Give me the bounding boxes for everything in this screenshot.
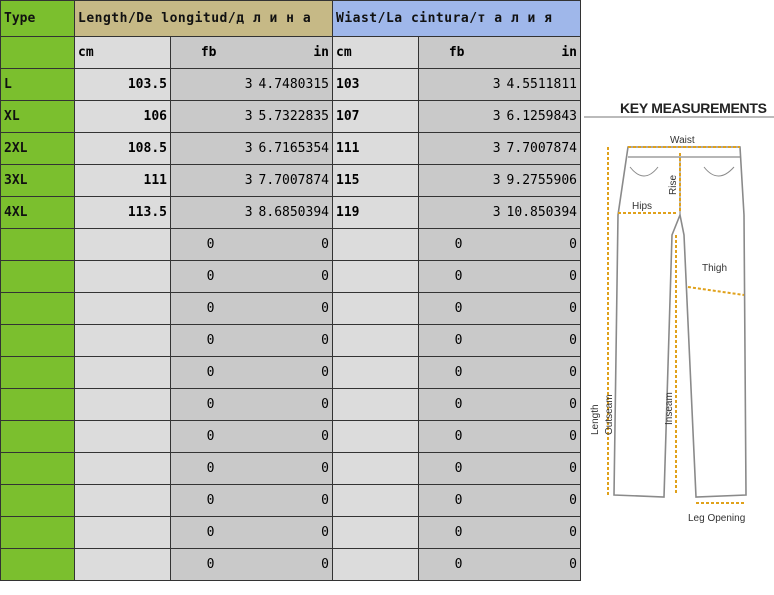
table-row — [1, 389, 581, 421]
waist-fb-value: 3 — [492, 141, 501, 156]
waist-in-value: 0 — [569, 429, 577, 444]
length-cm-cell[interactable]: 108.5 — [75, 133, 171, 165]
length-fb-value: 0 — [206, 461, 215, 476]
waist-in-value: 0 — [569, 493, 577, 508]
data-rows — [1, 69, 581, 229]
length-cm-cell[interactable] — [75, 357, 171, 389]
size-cell[interactable] — [1, 517, 75, 549]
length-cm-cell[interactable] — [75, 485, 171, 517]
waist-fb-in-cell[interactable] — [419, 133, 581, 165]
subheader-row — [1, 37, 581, 69]
waist-in-value: 0 — [569, 525, 577, 540]
length-fb-value: 3 — [244, 109, 253, 124]
waist-cm-cell[interactable] — [333, 421, 419, 453]
waist-fb-in-cell[interactable] — [419, 293, 581, 325]
subheader-type-cell[interactable] — [1, 37, 75, 69]
table-row — [1, 261, 581, 293]
length-fb-in-cell[interactable] — [171, 293, 333, 325]
header-type[interactable]: Type — [1, 1, 75, 37]
waist-in-value: 0 — [569, 461, 577, 476]
waist-in-value: 0 — [569, 557, 577, 572]
length-cm-cell[interactable] — [75, 517, 171, 549]
waist-fb-value: 0 — [454, 333, 463, 348]
table-row — [1, 325, 581, 357]
waist-fb-value: 3 — [492, 109, 501, 124]
waist-cm-cell[interactable] — [333, 549, 419, 581]
subheader-length-fb-in[interactable] — [171, 37, 333, 69]
length-fb-in-cell[interactable] — [171, 325, 333, 357]
length-fb-value: 0 — [206, 557, 215, 572]
length-fb-in-cell[interactable] — [171, 357, 333, 389]
empty-rows — [1, 229, 581, 581]
length-fb-in-cell[interactable] — [171, 421, 333, 453]
length-in-value: 0 — [321, 461, 329, 476]
subheader-waist-fb-in[interactable] — [419, 37, 581, 69]
waist-fb-in-cell[interactable] — [419, 421, 581, 453]
waist-fb-in-cell[interactable] — [419, 485, 581, 517]
thigh-measure-line — [688, 287, 744, 295]
table-row — [1, 549, 581, 581]
waist-cm-cell[interactable]: 107 — [333, 101, 419, 133]
waist-fb-value: 0 — [454, 301, 463, 316]
waist-cm-cell[interactable] — [333, 485, 419, 517]
right-pocket — [704, 167, 734, 176]
waist-in-value: 7.7007874 — [506, 141, 577, 156]
length-cm-cell[interactable] — [75, 421, 171, 453]
subheader-length-fb: fb — [200, 45, 217, 60]
subheader-waist-cm[interactable]: cm — [333, 37, 419, 69]
waist-in-value: 10.850394 — [506, 205, 577, 220]
size-cell[interactable] — [1, 325, 75, 357]
length-fb-value: 0 — [206, 397, 215, 412]
waist-in-value: 0 — [569, 397, 577, 412]
subheader-waist-in: in — [561, 45, 577, 60]
waist-fb-value: 0 — [454, 493, 463, 508]
length-in-value: 8.6850394 — [258, 205, 329, 220]
waist-fb-in-cell[interactable] — [419, 549, 581, 581]
waist-cm-cell[interactable] — [333, 389, 419, 421]
length-fb-in-cell[interactable] — [171, 453, 333, 485]
waist-in-value: 6.1259843 — [506, 109, 577, 124]
waist-fb-value: 0 — [454, 557, 463, 572]
waist-cm-cell[interactable]: 119 — [333, 197, 419, 229]
length-fb-value: 0 — [206, 237, 215, 252]
waist-fb-in-cell[interactable] — [419, 453, 581, 485]
length-cm-cell[interactable] — [75, 389, 171, 421]
length-cm-cell[interactable] — [75, 229, 171, 261]
waist-fb-in-cell[interactable] — [419, 165, 581, 197]
outseam-label: Outseam — [604, 394, 615, 435]
length-fb-value: 0 — [206, 525, 215, 540]
header-row — [1, 1, 581, 37]
size-cell[interactable]: 4XL — [1, 197, 75, 229]
length-in-value: 5.7322835 — [258, 109, 329, 124]
length-fb-in-cell[interactable] — [171, 389, 333, 421]
waist-fb-in-cell[interactable] — [419, 517, 581, 549]
length-in-value: 0 — [321, 333, 329, 348]
waist-in-value: 9.2755906 — [506, 173, 577, 188]
length-in-value: 4.7480315 — [258, 77, 329, 92]
size-cell[interactable] — [1, 549, 75, 581]
waist-fb-value: 3 — [492, 173, 501, 188]
waist-cm-cell[interactable] — [333, 325, 419, 357]
waist-cm-cell[interactable] — [333, 261, 419, 293]
waist-in-value: 4.5511811 — [506, 77, 577, 92]
waist-fb-in-cell[interactable] — [419, 357, 581, 389]
length-fb-value: 0 — [206, 429, 215, 444]
waist-cm-cell[interactable] — [333, 517, 419, 549]
length-cm-cell[interactable] — [75, 261, 171, 293]
length-fb-value: 0 — [206, 365, 215, 380]
table-row — [1, 165, 581, 197]
table-row — [1, 133, 581, 165]
waist-cm-cell[interactable] — [333, 229, 419, 261]
length-fb-in-cell[interactable] — [171, 229, 333, 261]
size-cell[interactable] — [1, 389, 75, 421]
waist-fb-value: 0 — [454, 429, 463, 444]
left-pocket — [630, 167, 658, 176]
waist-fb-value: 3 — [492, 205, 501, 220]
length-fb-value: 0 — [206, 301, 215, 316]
diagram-title: KEY MEASUREMENTS — [620, 100, 767, 116]
length-in-value: 0 — [321, 269, 329, 284]
waist-fb-in-cell[interactable] — [419, 69, 581, 101]
length-in-value: 0 — [321, 397, 329, 412]
waist-fb-value: 3 — [492, 77, 501, 92]
table-row — [1, 293, 581, 325]
length-in-value: 0 — [321, 493, 329, 508]
waist-in-value: 0 — [569, 301, 577, 316]
waist-in-value: 0 — [569, 333, 577, 348]
length-cm-cell[interactable] — [75, 453, 171, 485]
length-fb-in-cell[interactable] — [171, 133, 333, 165]
waist-in-value: 0 — [569, 365, 577, 380]
length-fb-value: 0 — [206, 333, 215, 348]
length-cm-cell[interactable]: 106 — [75, 101, 171, 133]
size-cell[interactable] — [1, 229, 75, 261]
length-in-value: 0 — [321, 429, 329, 444]
length-fb-in-cell[interactable] — [171, 165, 333, 197]
length-in-value: 0 — [321, 301, 329, 316]
waist-cm-cell[interactable] — [333, 357, 419, 389]
waist-fb-in-cell[interactable] — [419, 229, 581, 261]
size-cell[interactable] — [1, 453, 75, 485]
rise-label: Rise — [668, 174, 679, 195]
size-cell[interactable]: 3XL — [1, 165, 75, 197]
size-cell[interactable]: 2XL — [1, 133, 75, 165]
header-length[interactable]: Length/De longitud/д л и н а — [75, 1, 333, 37]
waist-fb-in-cell[interactable] — [419, 325, 581, 357]
length-fb-value: 3 — [244, 205, 253, 220]
table-row — [1, 229, 581, 261]
size-cell[interactable] — [1, 261, 75, 293]
length-in-value: 0 — [321, 237, 329, 252]
length-fb-in-cell[interactable] — [171, 517, 333, 549]
waist-cm-cell[interactable] — [333, 453, 419, 485]
table-row — [1, 357, 581, 389]
waist-in-value: 0 — [569, 269, 577, 284]
size-cell[interactable] — [1, 485, 75, 517]
length-in-value: 6.7165354 — [258, 141, 329, 156]
waist-cm-cell[interactable]: 111 — [333, 133, 419, 165]
length-fb-value: 0 — [206, 269, 215, 284]
size-cell[interactable] — [1, 293, 75, 325]
length-in-value: 0 — [321, 525, 329, 540]
inseam-label: Inseam — [664, 392, 675, 425]
thigh-label: Thigh — [702, 263, 728, 274]
length-cm-cell[interactable] — [75, 549, 171, 581]
length-in-value: 0 — [321, 557, 329, 572]
length-fb-in-cell[interactable] — [171, 261, 333, 293]
waist-fb-in-cell[interactable] — [419, 101, 581, 133]
header-waist[interactable]: Wiast/La cintura/т а л и я — [333, 1, 581, 37]
waist-fb-value: 0 — [454, 237, 463, 252]
length-fb-value: 0 — [206, 493, 215, 508]
waist-cm-cell[interactable]: 103 — [333, 69, 419, 101]
waist-fb-value: 0 — [454, 461, 463, 476]
subheader-length-cm[interactable]: cm — [75, 37, 171, 69]
length-fb-in-cell[interactable] — [171, 69, 333, 101]
length-fb-in-cell[interactable] — [171, 197, 333, 229]
table-row — [1, 197, 581, 229]
length-in-value: 0 — [321, 365, 329, 380]
waist-fb-in-cell[interactable] — [419, 261, 581, 293]
size-cell[interactable]: L — [1, 69, 75, 101]
table-row — [1, 101, 581, 133]
length-cm-cell[interactable]: 113.5 — [75, 197, 171, 229]
hips-label: Hips — [632, 201, 653, 212]
size-cell[interactable] — [1, 421, 75, 453]
waist-in-value: 0 — [569, 237, 577, 252]
length-fb-in-cell[interactable] — [171, 485, 333, 517]
waist-fb-value: 0 — [454, 525, 463, 540]
length-cm-cell[interactable] — [75, 325, 171, 357]
length-fb-in-cell[interactable] — [171, 549, 333, 581]
length-fb-value: 3 — [244, 77, 253, 92]
waist-label: Waist — [670, 135, 695, 146]
table-row — [1, 453, 581, 485]
table-row — [1, 421, 581, 453]
table-row — [1, 69, 581, 101]
pants-measurement-diagram — [584, 95, 774, 535]
length-cm-cell[interactable]: 103.5 — [75, 69, 171, 101]
length-fb-value: 3 — [244, 141, 253, 156]
size-cell[interactable] — [1, 357, 75, 389]
waist-cm-cell[interactable]: 115 — [333, 165, 419, 197]
waist-fb-value: 0 — [454, 397, 463, 412]
subheader-length-in: in — [313, 45, 329, 60]
length-label: Length — [590, 404, 601, 435]
waist-fb-in-cell[interactable] — [419, 389, 581, 421]
subheader-waist-fb: fb — [448, 45, 465, 60]
length-fb-value: 3 — [244, 173, 253, 188]
length-cm-cell[interactable]: 111 — [75, 165, 171, 197]
table-row — [1, 517, 581, 549]
waist-fb-value: 0 — [454, 365, 463, 380]
waist-cm-cell[interactable] — [333, 293, 419, 325]
table-row — [1, 485, 581, 517]
length-fb-in-cell[interactable] — [171, 101, 333, 133]
leg-opening-label: Leg Opening — [688, 513, 746, 524]
waist-fb-value: 0 — [454, 269, 463, 284]
length-cm-cell[interactable] — [75, 293, 171, 325]
size-cell[interactable]: XL — [1, 101, 75, 133]
length-in-value: 7.7007874 — [258, 173, 329, 188]
waist-fb-in-cell[interactable] — [419, 197, 581, 229]
